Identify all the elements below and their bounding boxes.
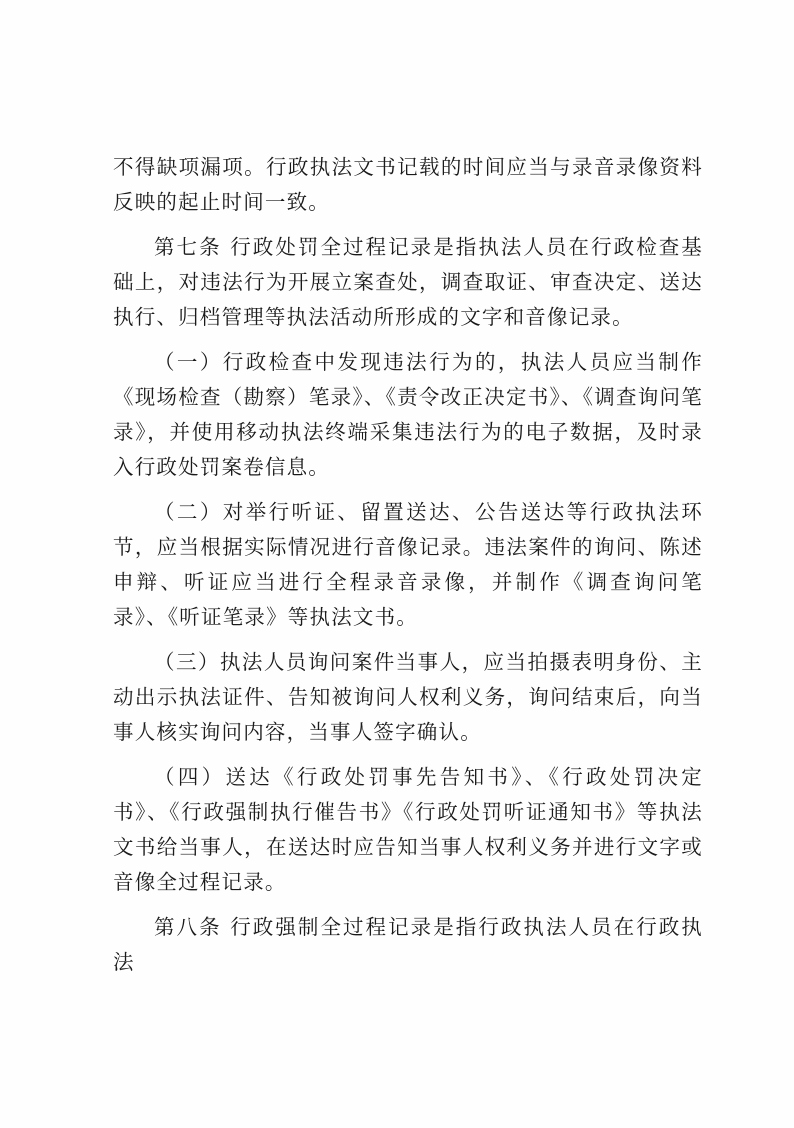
paragraph-article-8: 第八条 行政强制全过程记录是指行政执法人员在行政执法: [113, 915, 703, 974]
paragraph-item-1: （一）行政检查中发现违法行为的，执法人员应当制作《现场检查（勘察）笔录》、《责令改正决定书》、《调查询问笔录》，并使用移动执法终端采集违法行为的电子数据，及时录入行政处罚案卷信息。: [113, 350, 703, 479]
paragraph-item-3: （三）执法人员询问案件当事人，应当拍摄表明身份、主动出示执法证件、告知被询问人权利义务，询问结束后，向当事人核实询问内容，当事人签字确认。: [113, 650, 703, 744]
paragraph-item-4: （四）送达《行政处罚事先告知书》、《行政处罚决定书》、《行政强制执行催告书》《行政处罚听证通知书》等执法文书给当事人，在送达时应告知当事人权利义务并进行文字或音像全过程记录。: [113, 765, 703, 894]
document-body: [113, 150, 703, 980]
paragraph-item-2: （二）对举行听证、留置送达、公告送达等行政执法环节，应当根据实际情况进行音像记录。违法案件的询问、陈述申辩、听证应当进行全程录音录像，并制作《调查询问笔录》、《听证笔录》等执法文书。: [113, 500, 703, 629]
paragraph-article-7: 第七条 行政处罚全过程记录是指执法人员在行政检查基础上，对违法行为开展立案查处，调查取证、审查决定、送达执行、归档管理等执法活动所形成的文字和音像记录。: [113, 235, 703, 329]
paragraph-continuation: 不得缺项漏项。行政执法文书记载的时间应当与录音录像资料反映的起止时间一致。: [113, 155, 703, 214]
